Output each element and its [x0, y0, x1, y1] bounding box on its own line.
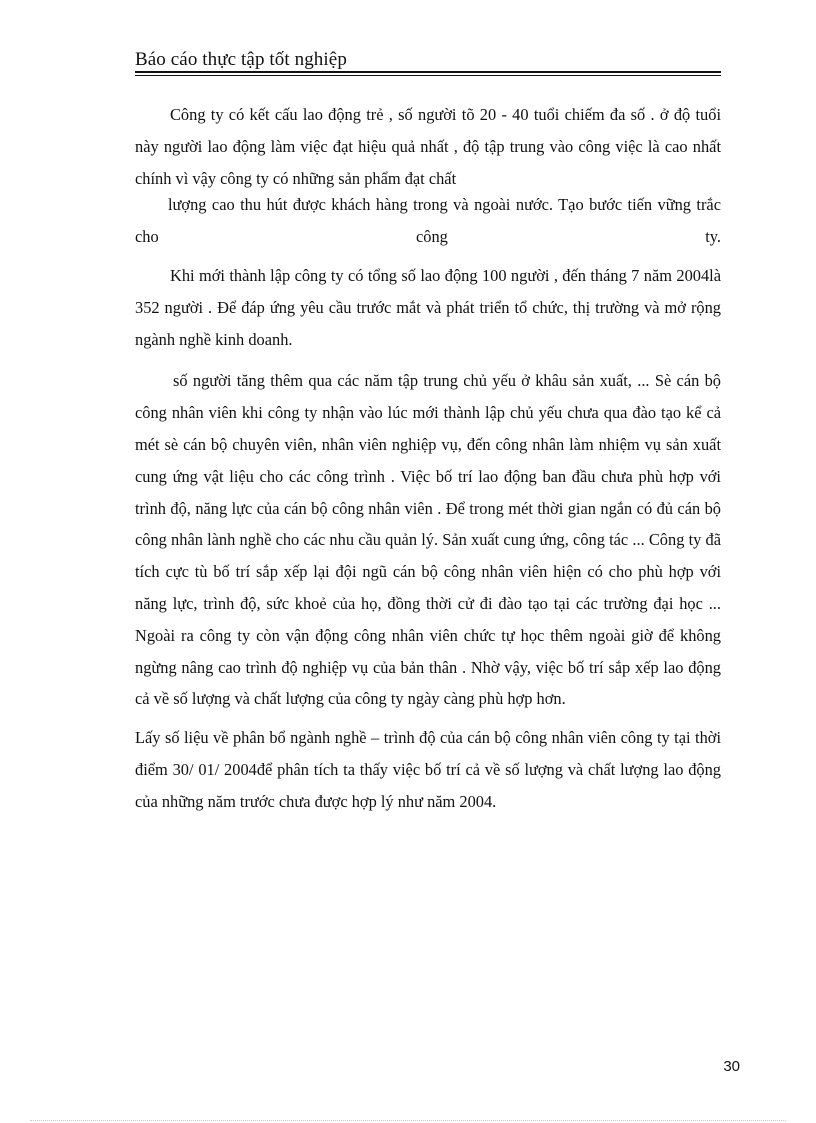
page-bottom-divider: [30, 1120, 786, 1121]
header-rule-thick: [135, 71, 721, 73]
paragraph-5: Lấy số liệu về phân bổ ngành nghề – trình độ của cán bộ công nhân viên công ty tại thời điểm 30/ 01/ 2004để phân tích ta thấy việc bố trí cả về số lượng và chất lượng lao động của những năm trước chưa được hợp lý như năm 2004.: [135, 728, 721, 811]
paragraph-2: lượng cao thu hút được khách hàng trong và ngoài nước. Tạo bước tiến vững trắc cho công ty.: [135, 195, 721, 247]
header-rule-thin: [135, 75, 721, 76]
page-number: 30: [723, 1058, 740, 1075]
page-header-title: Báo cáo thực tập tốt nghiệp: [135, 49, 347, 70]
document-body: [135, 99, 721, 818]
paragraph-3: Khi mới thành lập công ty có tổng số lao động 100 người , đến tháng 7 năm 2004là 352 người . Để đáp ứng yêu cầu trước mắt và phát triển tổ chức, thị trường và mở rộng ngành nghề kinh doanh.: [135, 265, 721, 349]
paragraph-4: số người tăng thêm qua các năm tập trung chủ yếu ở khâu sản xuất, ... Sè cán bộ công nhân viên khi công ty nhận vào lúc mới thành lập chủ yếu chưa qua đào tạo kể cả mét sè cán bộ chuyên viên, nhân viên nghiệp vụ, đến công nhân làm nhiệm vụ sản xuất cung ứng vật liệu cho các công trình . Việc bố trí lao động ban đầu chưa phù hợp với trình độ, năng lực của cán bộ công nhân viên . Để trong mét thời gian ngắn có đủ cán bộ công nhân lành nghề cho các nhu cầu quản lý. Sản xuất cung ứng, công tác ... Công ty đã tích cực tù bố trí sắp xếp lại đội ngũ cán bộ công nhân viên hiện có cho phù hợp với năng lực, trình độ, sức khoẻ của họ, đồng thời cử đi đào tạo tại các trường đại học ... Ngoài ra công ty còn vận động công nhân viên chức tự học thêm ngoài giờ để không ngừng nâng cao trình độ nghiệp vụ của bản thân . Nhờ vậy, việc bố trí sắp xếp lao động cả về số lượng và chất lượng của công ty ngày càng phù hợp hơn.: [135, 371, 721, 709]
paragraph-1: Công ty có kết cấu lao động trẻ , số người tõ 20 - 40 tuổi chiếm đa số . ở độ tuổi này người lao động làm việc đạt hiệu quả nhất , độ tập trung vào công việc là cao nhất chính vì vậy công ty có những sản phẩm đạt chất: [135, 105, 721, 188]
